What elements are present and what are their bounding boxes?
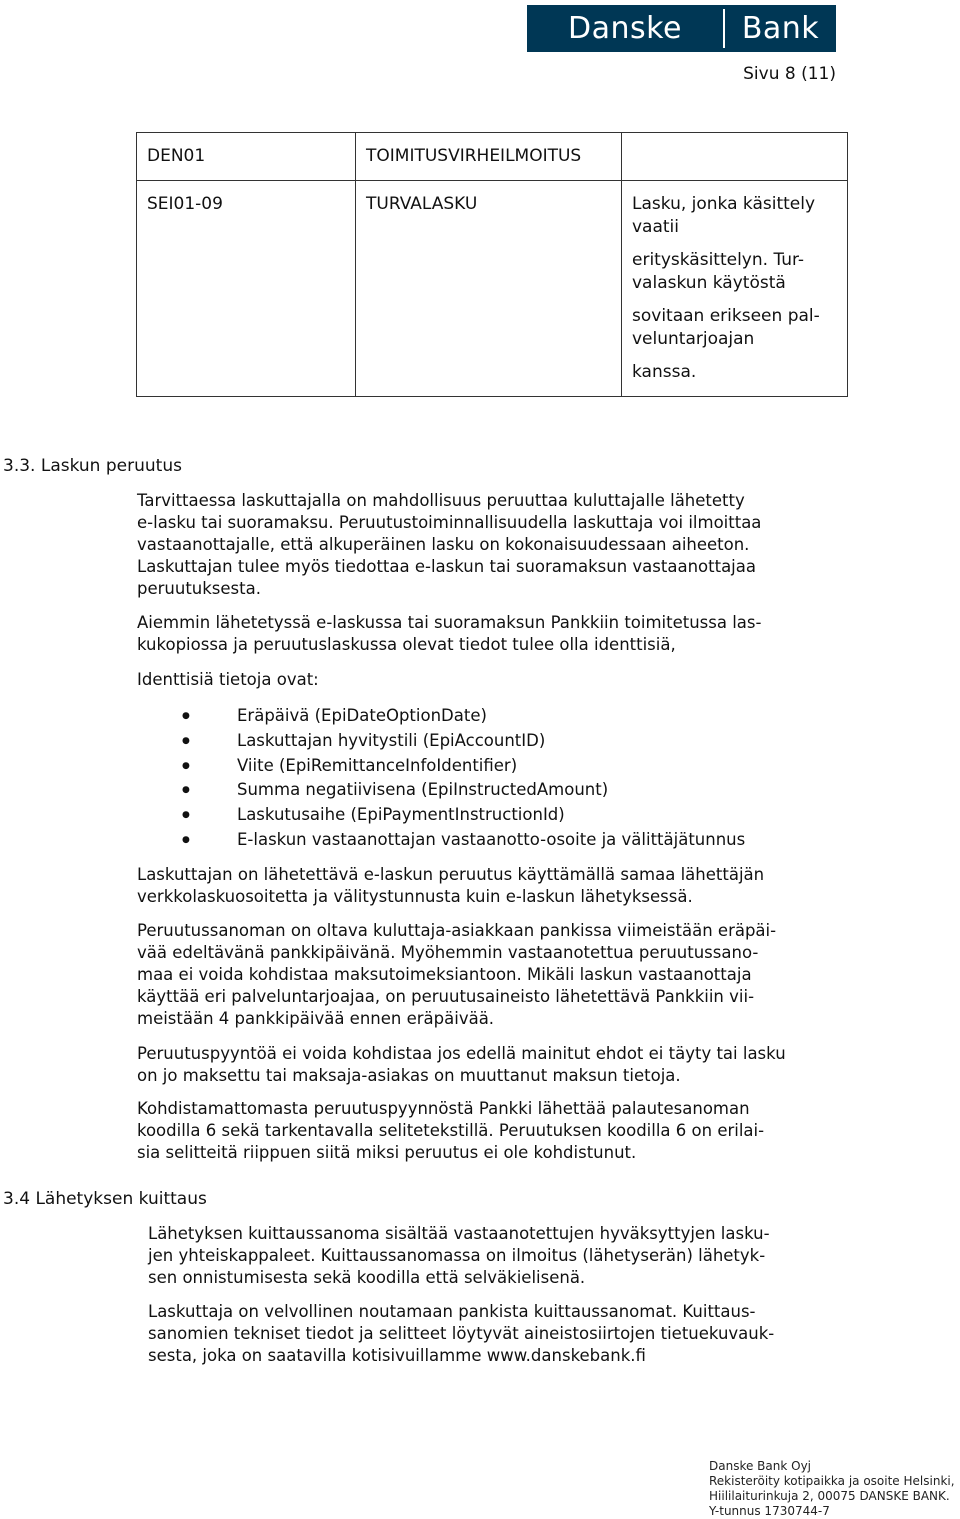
table-row bbox=[137, 133, 848, 181]
section-heading-3-4: 3.4 Lähetyksen kuittaus bbox=[3, 1189, 207, 1209]
codes-table bbox=[136, 132, 848, 397]
description-cell bbox=[622, 133, 848, 181]
description-line: sovitaan erikseen pal- veluntarjoajan bbox=[632, 306, 820, 349]
paragraph: Peruutussanoman on oltava kuluttaja-asiakkaan pankissa viimeistään eräpäi- vää edeltävänä pankkipäivänä. Myöhemmin vastaanotettua peruutussano- maa ei voida kohdistaa maksutoimeksiantoon. Mikäli laskun vastaanottaja käyttää eri palveluntarjoajaa, on peruutusaineisto lähetettävä Pankkiin vii- meistään 4 pankkipäivää ennen eräpäivää. bbox=[137, 921, 777, 1028]
list-item: ● Laskuttajan hyvitystili (EpiAccountID) bbox=[182, 729, 745, 754]
name-cell: TOIMITUSVIRHEILMOITUS bbox=[356, 133, 622, 181]
paragraph: Lähetyksen kuittaussanoma sisältää vastaanotettujen hyväksyttyjen lasku- jen yhteiskappaleet. Kuittaussanomassa on ilmoitus (lähetyserän) lähetyk- sen onnistumisesta sekä koodilla että selväkielisenä. bbox=[148, 1224, 770, 1287]
description-cell bbox=[622, 181, 848, 397]
list-item: ● Viite (EpiRemittanceInfoIdentifier) bbox=[182, 754, 745, 779]
code-cell: SEI01-09 bbox=[137, 181, 356, 397]
description-line: Lasku, jonka käsittely vaatii bbox=[632, 194, 816, 237]
paragraph: Kohdistamattomasta peruutuspyynnöstä Pankki lähettää palautesanoman koodilla 6 sekä tarkentavalla selitetekstillä. Peruutuksen koodilla 6 on erilai- sia selitteitä riippuen siitä miksi peruutus ei ole kohdistunut. bbox=[137, 1099, 765, 1162]
table-row bbox=[137, 181, 848, 397]
identical-fields-list bbox=[182, 704, 745, 853]
logo-text-left: Danske bbox=[568, 11, 682, 46]
name-cell: TURVALASKU bbox=[356, 181, 622, 397]
paragraph: Identtisiä tietoja ovat: bbox=[137, 670, 319, 689]
paragraph: Peruutuspyyntöä ei voida kohdistaa jos edellä mainitut ehdot ei täyty tai lasku on jo maksettu tai maksaja-asiakas on muuttanut maksun tietoja. bbox=[137, 1044, 786, 1085]
paragraph: Aiemmin lähetetyssä e-laskussa tai suoramaksun Pankkiin toimitetussa las- kukopiossa ja peruutuslaskussa olevat tiedot tulee olla identtisiä, bbox=[137, 613, 762, 654]
paragraph: Laskuttaja on velvollinen noutamaan pankista kuittaussanomat. Kuittaus- sanomien tekniset tiedot ja selitteet löytyvät aineistosiirtojen tietuekuvauk- sesta, joka on saatavilla kotisivuillamme www.danskebank.fi bbox=[148, 1302, 775, 1365]
description-line: erityskäsittelyn. Tur- valaskun käytöstä bbox=[632, 250, 805, 293]
code-cell: DEN01 bbox=[137, 133, 356, 181]
page-number: Sivu 8 (11) bbox=[743, 64, 836, 84]
section-heading-3-3: 3.3. Laskun peruutus bbox=[3, 456, 182, 476]
danske-bank-logo bbox=[527, 5, 836, 52]
paragraph: Laskuttajan on lähetettävä e-laskun peruutus käyttämällä samaa lähettäjän verkkolaskuosoitetta ja välitystunnusta kuin e-laskun lähetyksessä. bbox=[137, 865, 765, 906]
list-item: ● E-laskun vastaanottajan vastaanotto-osoite ja välittäjätunnus bbox=[182, 828, 745, 853]
list-item: ● Laskutusaihe (EpiPaymentInstructionId) bbox=[182, 803, 745, 828]
logo-text-right: Bank bbox=[741, 11, 820, 46]
list-item: ● Summa negatiivisena (EpiInstructedAmount) bbox=[182, 778, 745, 803]
description-line: kanssa. bbox=[632, 362, 697, 382]
list-item: ● Eräpäivä (EpiDateOptionDate) bbox=[182, 704, 745, 729]
footer-company-info: Danske Bank Oyj Rekisteröity kotipaikka ja osoite Helsinki, Hiililaiturinkuja 2, 00075 DANSKE BANK. Y-tunnus 1730744-7 bbox=[709, 1459, 955, 1518]
paragraph: Tarvittaessa laskuttajalla on mahdollisuus peruuttaa kuluttajalle lähetetty e-lasku tai suoramaksu. Peruutustoiminnallisuudella laskuttaja voi ilmoittaa vastaanottajalle, että alkuperäinen lasku on kokonaisuudessaan aiheeton. Laskuttajan tulee myös tiedottaa e-laskun tai suoramaksun vastaanottajaa peruutuksesta. bbox=[137, 491, 762, 598]
